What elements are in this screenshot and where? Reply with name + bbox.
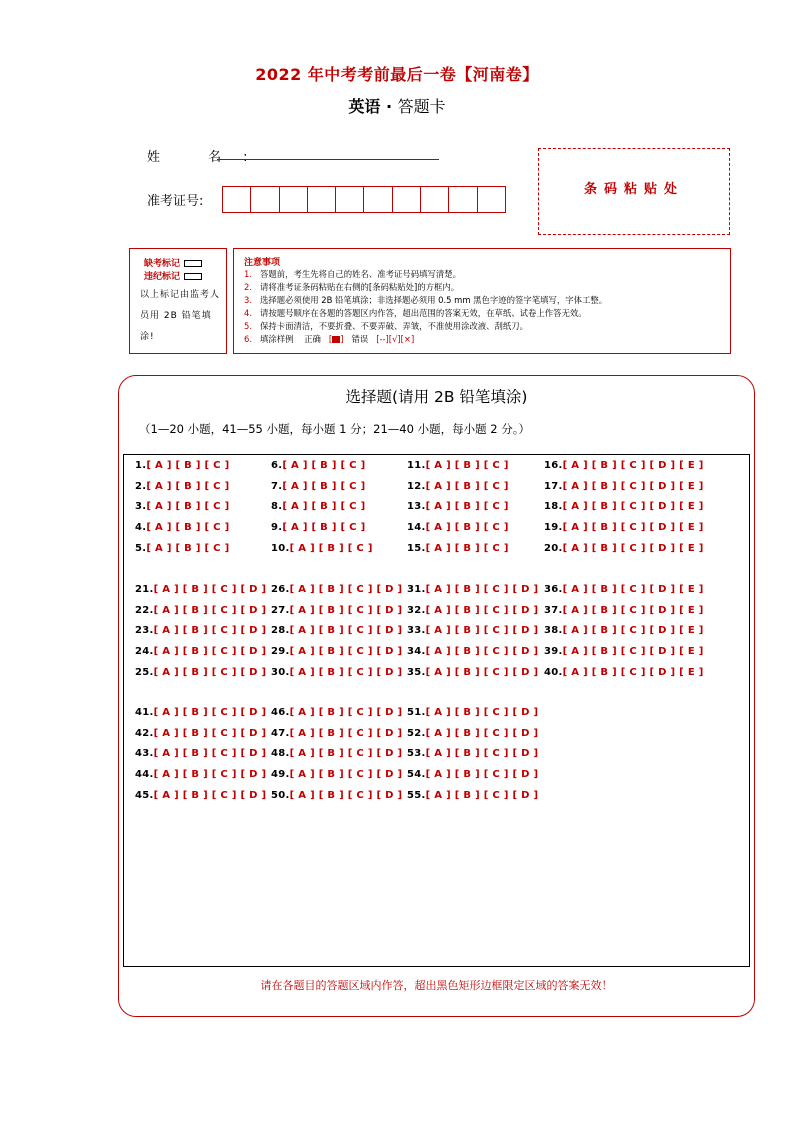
question-46[interactable] bbox=[271, 707, 402, 718]
question-number: 23. bbox=[135, 625, 154, 637]
question-34[interactable] bbox=[407, 646, 538, 657]
mark-note: 以上标记由监考人员用 2B 铅笔填涂! bbox=[140, 290, 221, 342]
question-5[interactable] bbox=[135, 543, 229, 554]
answer-options[interactable]: [ A ] [ B ] [ C ] [ D ] bbox=[153, 646, 267, 658]
question-number: 17. bbox=[544, 480, 563, 492]
question-49[interactable] bbox=[271, 769, 402, 780]
question-4[interactable] bbox=[135, 522, 229, 533]
question-11[interactable] bbox=[407, 460, 509, 471]
question-number: 4. bbox=[135, 522, 147, 534]
absent-mark[interactable] bbox=[144, 256, 202, 269]
question-45[interactable] bbox=[135, 790, 266, 801]
violation-mark-label: 违纪标记 bbox=[144, 272, 181, 282]
question-number: 29. bbox=[271, 646, 290, 658]
question-number: 53. bbox=[407, 748, 426, 760]
subtitle-separator: · bbox=[385, 97, 393, 116]
exam-id-digit-box[interactable] bbox=[392, 186, 421, 213]
answer-options[interactable]: [ A ] [ B ] [ C ] [ D ] bbox=[153, 604, 267, 616]
exam-id-label: 准考证号: bbox=[147, 194, 204, 209]
answer-options[interactable]: [ A ] [ B ] [ C ] [ D ] bbox=[289, 748, 403, 760]
notice-item: 3. 选择题必须使用 2B 铅笔填涂；非选择题必须用 0.5 mm 黑色字迹的签字笔填写，字体工整。 bbox=[244, 295, 608, 305]
question-number: 46. bbox=[271, 707, 290, 718]
question-number: 12. bbox=[407, 480, 426, 492]
question-number: 48. bbox=[271, 748, 290, 760]
answer-options[interactable]: [ A ] [ B ] [ C ] [ D ] bbox=[289, 646, 403, 658]
question-24[interactable] bbox=[135, 646, 266, 657]
notice-item: 4. 请按题号顺序在各题的答题区内作答，超出范围的答案无效，在草纸、试卷上作答无效。 bbox=[244, 308, 587, 318]
answer-options[interactable]: [ A ] [ B ] [ C ] bbox=[282, 460, 366, 471]
question-number: 14. bbox=[407, 522, 426, 534]
notice-item: 2. 请将准考证条码粘贴在右侧的[条码粘贴处]的方框内。 bbox=[244, 282, 460, 292]
question-number: 8. bbox=[271, 501, 283, 513]
answer-options[interactable]: [ A ] [ B ] [ C ] [ D ] bbox=[153, 584, 267, 595]
barcode-area bbox=[538, 148, 730, 235]
question-number: 43. bbox=[135, 748, 154, 760]
answer-options[interactable]: [ A ] [ B ] [ C ] [ D ] bbox=[425, 666, 539, 678]
question-43[interactable] bbox=[135, 748, 266, 759]
question-3[interactable] bbox=[135, 501, 229, 512]
question-number: 32. bbox=[407, 604, 426, 616]
answer-options[interactable]: [ A ] [ B ] [ C ] bbox=[282, 501, 366, 513]
question-number: 55. bbox=[407, 789, 426, 801]
answer-options[interactable]: [ A ] [ B ] [ C ] [ D ] bbox=[289, 727, 403, 739]
question-number: 31. bbox=[407, 584, 426, 595]
notice-item: 5. 保持卡面清洁，不要折叠、不要弄破、弄皱，不准使用涂改液、刮纸刀。 bbox=[244, 321, 528, 331]
question-33[interactable] bbox=[407, 625, 538, 636]
question-53[interactable] bbox=[407, 748, 538, 759]
answer-options[interactable]: [ A ] [ B ] [ C ] bbox=[146, 460, 230, 471]
answer-options[interactable]: [ A ] [ B ] [ C ] [ D ] bbox=[153, 748, 267, 760]
answer-options[interactable]: [ A ] [ B ] [ C ] [ D ] [ E ] bbox=[562, 646, 704, 658]
exam-id-digit-box[interactable] bbox=[363, 186, 392, 213]
question-number: 37. bbox=[544, 604, 563, 616]
answer-options[interactable]: [ A ] [ B ] [ C ] bbox=[146, 501, 230, 513]
answer-options[interactable]: [ A ] [ B ] [ C ] [ D ] [ E ] bbox=[562, 584, 704, 595]
question-19[interactable] bbox=[544, 522, 704, 533]
question-23[interactable] bbox=[135, 625, 266, 636]
question-number: 3. bbox=[135, 501, 147, 513]
question-51[interactable] bbox=[407, 707, 538, 718]
question-number: 9. bbox=[271, 522, 283, 534]
notice-sample: 6. 填涂样例 正确 [ ] 错误 [--][√][×] bbox=[244, 334, 415, 344]
question-number: 38. bbox=[544, 625, 563, 637]
question-29[interactable] bbox=[271, 646, 402, 657]
answer-options[interactable]: [ A ] [ B ] [ C ] [ D ] [ E ] bbox=[562, 604, 704, 616]
answer-options[interactable]: [ A ] [ B ] [ C ] [ D ] [ E ] bbox=[562, 501, 704, 513]
answer-options[interactable]: [ A ] [ B ] [ C ] [ D ] bbox=[425, 727, 539, 739]
question-number: 25. bbox=[135, 666, 154, 678]
choice-title: 选择题(请用 2B 铅笔填涂) bbox=[345, 388, 528, 406]
question-30[interactable] bbox=[271, 667, 402, 678]
answer-options[interactable]: [ A ] [ B ] [ C ] bbox=[282, 522, 366, 534]
exam-id-digit-box[interactable] bbox=[222, 186, 251, 213]
question-42[interactable] bbox=[135, 728, 266, 739]
question-number: 10. bbox=[271, 542, 290, 554]
question-number: 20. bbox=[544, 542, 563, 554]
answer-options[interactable]: [ A ] [ B ] [ C ] [ D ] bbox=[289, 625, 403, 637]
notice-item: 1. 答题前，考生先将自己的姓名、准考证号码填写清楚。 bbox=[244, 269, 461, 279]
answer-options[interactable]: [ A ] [ B ] [ C ] [ D ] bbox=[153, 666, 267, 678]
question-number: 16. bbox=[544, 460, 563, 471]
answer-options[interactable]: [ A ] [ B ] [ C ] [ D ] [ E ] bbox=[562, 522, 704, 534]
answer-options[interactable]: [ A ] [ B ] [ C ] bbox=[425, 501, 509, 513]
answer-options[interactable]: [ A ] [ B ] [ C ] [ D ] bbox=[289, 584, 403, 595]
exam-id-digit-box[interactable] bbox=[279, 186, 308, 213]
question-47[interactable] bbox=[271, 728, 402, 739]
question-31[interactable] bbox=[407, 584, 538, 595]
answer-options[interactable]: [ A ] [ B ] [ C ] [ D ] bbox=[289, 769, 403, 781]
answer-options[interactable]: [ A ] [ B ] [ C ] [ D ] bbox=[289, 789, 403, 801]
absent-mark-label: 缺考标记 bbox=[144, 259, 181, 269]
answer-options[interactable]: [ A ] [ B ] [ C ] [ D ] bbox=[153, 727, 267, 739]
question-37[interactable] bbox=[544, 605, 704, 616]
answer-options[interactable]: [ A ] [ B ] [ C ] [ D ] bbox=[425, 748, 539, 760]
absent-mark-box[interactable] bbox=[184, 260, 202, 267]
question-9[interactable] bbox=[271, 522, 365, 533]
question-18[interactable] bbox=[544, 501, 704, 512]
answer-options[interactable]: [ A ] [ B ] [ C ] bbox=[146, 480, 230, 492]
violation-mark-box[interactable] bbox=[184, 273, 202, 280]
question-35[interactable] bbox=[407, 667, 538, 678]
notice-title: 注意事项 bbox=[244, 258, 281, 268]
question-number: 1. bbox=[135, 460, 147, 471]
question-32[interactable] bbox=[407, 605, 538, 616]
sample-wrong-marks: [--][√][×] bbox=[376, 334, 415, 344]
answer-area bbox=[123, 454, 750, 967]
exam-id-boxes[interactable] bbox=[222, 186, 505, 213]
answer-options[interactable]: [ A ] [ B ] [ C ] [ D ] [ E ] bbox=[562, 666, 704, 678]
question-number: 2. bbox=[135, 480, 147, 492]
question-number: 39. bbox=[544, 646, 563, 658]
question-52[interactable] bbox=[407, 728, 538, 739]
question-number: 19. bbox=[544, 522, 563, 534]
answer-options[interactable]: [ A ] [ B ] [ C ] [ D ] bbox=[289, 604, 403, 616]
question-number: 5. bbox=[135, 542, 147, 554]
question-number: 28. bbox=[271, 625, 290, 637]
answer-options[interactable]: [ A ] [ B ] [ C ] bbox=[425, 522, 509, 534]
exam-id-digit-box[interactable] bbox=[420, 186, 449, 213]
page-title: 2022 年中考考前最后一卷【河南卷】 bbox=[255, 65, 539, 84]
question-17[interactable] bbox=[544, 481, 704, 492]
answer-options[interactable]: [ A ] [ B ] [ C ] [ D ] bbox=[153, 769, 267, 781]
notice-box bbox=[233, 248, 731, 354]
question-number: 36. bbox=[544, 584, 563, 595]
question-20[interactable] bbox=[544, 543, 704, 554]
answer-options[interactable]: [ A ] [ B ] [ C ] bbox=[282, 480, 366, 492]
answer-options[interactable]: [ A ] [ B ] [ C ] [ D ] [ E ] bbox=[562, 625, 704, 637]
answer-options[interactable]: [ A ] [ B ] [ C ] [ D ] bbox=[425, 625, 539, 637]
notice-list bbox=[244, 268, 607, 346]
name-label: 姓 名: bbox=[147, 150, 270, 165]
question-16[interactable] bbox=[544, 460, 704, 471]
question-number: 26. bbox=[271, 584, 290, 595]
answer-options[interactable]: [ A ] [ B ] [ C ] bbox=[146, 542, 230, 554]
question-number: 13. bbox=[407, 501, 426, 513]
question-number: 24. bbox=[135, 646, 154, 658]
question-27[interactable] bbox=[271, 605, 402, 616]
question-44[interactable] bbox=[135, 769, 266, 780]
question-number: 33. bbox=[407, 625, 426, 637]
answer-options[interactable]: [ A ] [ B ] [ C ] [ D ] bbox=[425, 646, 539, 658]
question-number: 11. bbox=[407, 460, 426, 471]
answer-options[interactable]: [ A ] [ B ] [ C ] [ D ] bbox=[153, 707, 267, 718]
question-number: 50. bbox=[271, 789, 290, 801]
answer-options[interactable]: [ A ] [ B ] [ C ] [ D ] bbox=[425, 584, 539, 595]
exam-id-digit-box[interactable] bbox=[448, 186, 477, 213]
question-number: 40. bbox=[544, 666, 563, 678]
answer-options[interactable]: [ A ] [ B ] [ C ] [ D ] bbox=[289, 707, 403, 718]
answer-options[interactable]: [ A ] [ B ] [ C ] bbox=[146, 522, 230, 534]
choice-panel bbox=[118, 375, 755, 1017]
question-48[interactable] bbox=[271, 748, 402, 759]
question-number: 52. bbox=[407, 727, 426, 739]
question-6[interactable] bbox=[271, 460, 365, 471]
answer-options[interactable]: [ A ] [ B ] [ C ] bbox=[425, 480, 509, 492]
question-7[interactable] bbox=[271, 481, 365, 492]
question-50[interactable] bbox=[271, 790, 402, 801]
subject-label: 英语 bbox=[348, 97, 381, 116]
question-54[interactable] bbox=[407, 769, 538, 780]
answer-options[interactable]: [ A ] [ B ] [ C ] [ D ] [ E ] bbox=[562, 542, 704, 554]
answer-options[interactable]: [ A ] [ B ] [ C ] bbox=[425, 460, 509, 471]
question-21[interactable] bbox=[135, 584, 266, 595]
answer-sheet-label: 答题卡 bbox=[397, 97, 446, 116]
answer-options[interactable]: [ A ] [ B ] [ C ] [ D ] bbox=[153, 789, 267, 801]
page-subtitle bbox=[0, 94, 794, 117]
question-number: 30. bbox=[271, 666, 290, 678]
answer-options[interactable]: [ A ] [ B ] [ C ] [ D ] [ E ] bbox=[562, 460, 704, 471]
answer-options[interactable]: [ A ] [ B ] [ C ] [ D ] bbox=[425, 789, 539, 801]
question-1[interactable] bbox=[135, 460, 229, 471]
question-number: 42. bbox=[135, 727, 154, 739]
question-26[interactable] bbox=[271, 584, 402, 595]
sample-correct-label: 正确 bbox=[304, 334, 321, 344]
question-number: 6. bbox=[271, 460, 283, 471]
barcode-label: 条码粘贴处 bbox=[583, 182, 684, 197]
answer-options[interactable]: [ A ] [ B ] [ C ] [ D ] [ E ] bbox=[562, 480, 704, 492]
question-number: 49. bbox=[271, 769, 290, 781]
question-number: 27. bbox=[271, 604, 290, 616]
question-number: 7. bbox=[271, 480, 283, 492]
question-41[interactable] bbox=[135, 707, 266, 718]
answer-options[interactable]: [ A ] [ B ] [ C ] [ D ] bbox=[425, 604, 539, 616]
question-15[interactable] bbox=[407, 543, 509, 554]
question-8[interactable] bbox=[271, 501, 365, 512]
exam-id-digit-box[interactable] bbox=[307, 186, 336, 213]
question-40[interactable] bbox=[544, 667, 704, 678]
proctor-mark-box bbox=[129, 248, 227, 354]
question-number: 45. bbox=[135, 789, 154, 801]
question-10[interactable] bbox=[271, 543, 373, 554]
question-number: 41. bbox=[135, 707, 154, 718]
sample-correct-mark: [ ] bbox=[328, 334, 344, 344]
choice-note: （1—20 小题，41—55 小题，每小题 1 分；21—40 小题，每小题 2 分。） bbox=[139, 422, 530, 436]
question-36[interactable] bbox=[544, 584, 704, 595]
question-number: 51. bbox=[407, 707, 426, 718]
exam-id-digit-box[interactable] bbox=[335, 186, 364, 213]
answer-warning: 请在各题目的答题区域内作答，超出黑色矩形边框限定区域的答案无效！ bbox=[260, 979, 613, 992]
answer-options[interactable]: [ A ] [ B ] [ C ] [ D ] bbox=[425, 769, 539, 781]
question-55[interactable] bbox=[407, 790, 538, 801]
question-number: 18. bbox=[544, 501, 563, 513]
answer-options[interactable]: [ A ] [ B ] [ C ] [ D ] bbox=[153, 625, 267, 637]
question-number: 54. bbox=[407, 769, 426, 781]
question-number: 35. bbox=[407, 666, 426, 678]
question-28[interactable] bbox=[271, 625, 402, 636]
answer-options[interactable]: [ A ] [ B ] [ C ] [ D ] bbox=[425, 707, 539, 718]
question-number: 15. bbox=[407, 542, 426, 554]
question-number: 44. bbox=[135, 769, 154, 781]
question-13[interactable] bbox=[407, 501, 509, 512]
question-25[interactable] bbox=[135, 667, 266, 678]
question-number: 22. bbox=[135, 604, 154, 616]
exam-id-digit-box[interactable] bbox=[250, 186, 279, 213]
name-field[interactable] bbox=[217, 159, 439, 160]
answer-options[interactable]: [ A ] [ B ] [ C ] [ D ] bbox=[289, 666, 403, 678]
question-2[interactable] bbox=[135, 481, 229, 492]
sample-wrong-label: 错误 bbox=[351, 334, 369, 344]
question-number: 21. bbox=[135, 584, 154, 595]
question-number: 47. bbox=[271, 727, 290, 739]
question-39[interactable] bbox=[544, 646, 704, 657]
answer-options[interactable]: [ A ] [ B ] [ C ] bbox=[425, 542, 509, 554]
answer-options[interactable]: [ A ] [ B ] [ C ] bbox=[289, 542, 373, 554]
question-14[interactable] bbox=[407, 522, 509, 533]
question-12[interactable] bbox=[407, 481, 509, 492]
violation-mark[interactable] bbox=[144, 269, 202, 282]
question-number: 34. bbox=[407, 646, 426, 658]
question-38[interactable] bbox=[544, 625, 704, 636]
question-22[interactable] bbox=[135, 605, 266, 616]
exam-id-digit-box[interactable] bbox=[477, 186, 506, 213]
